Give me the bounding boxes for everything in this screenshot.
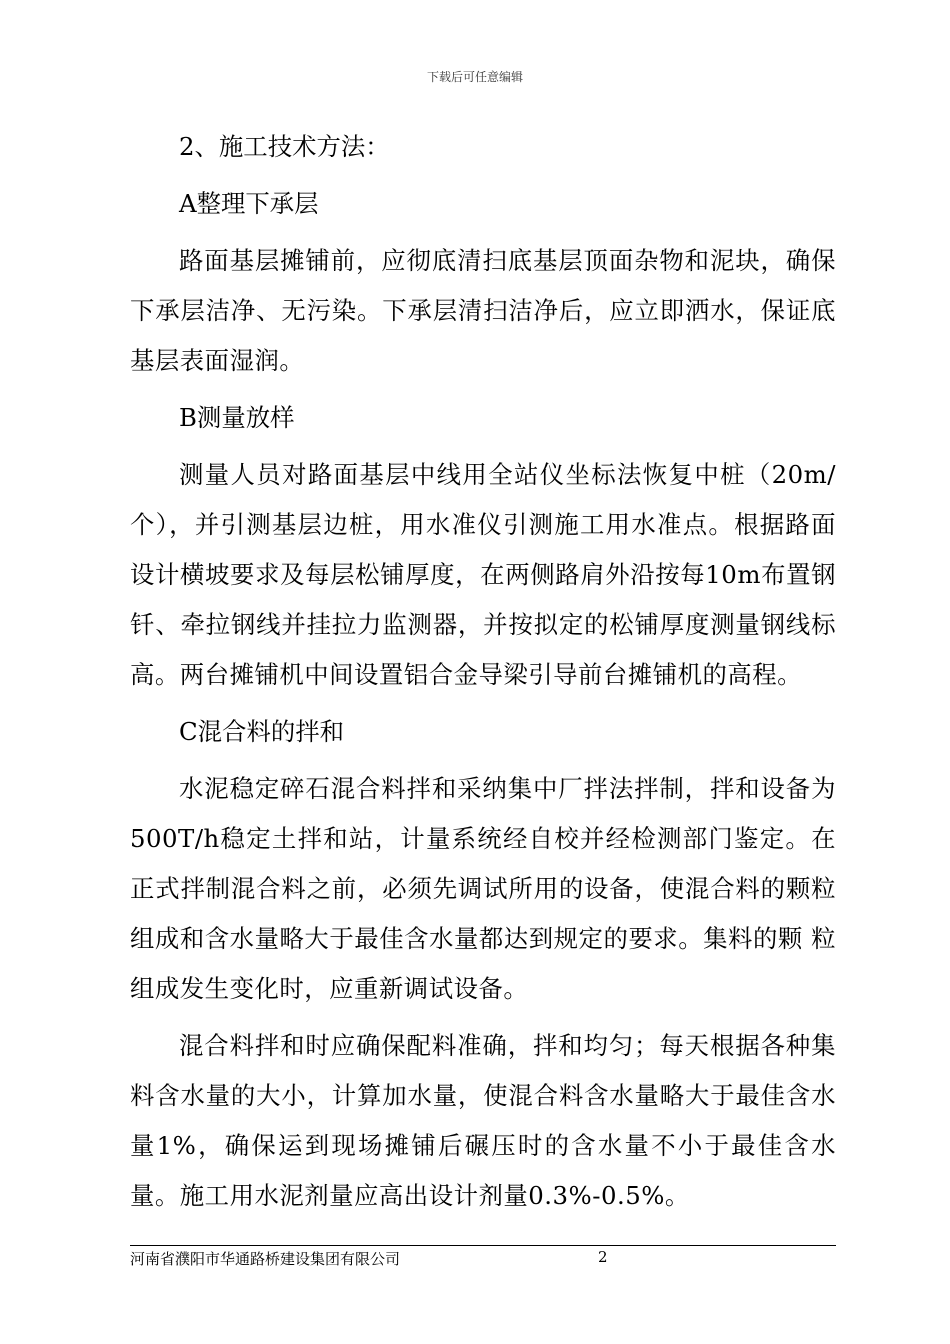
page-number: 2	[598, 1248, 608, 1266]
paragraph-a-1: 路面基层摊铺前，应彻底清扫底基层顶面杂物和泥块，确保下承层洁净、无污染。下承层清扫洁净后，应立即洒水，保证底基层表面湿润。	[130, 246, 836, 375]
paragraph-c-1: 水泥稳定碎石混合料拌和采纳集中厂拌法拌制，拌和设备为500T/h稳定土拌和站，计量系统经自校并经检测部门鉴定。在正式拌制混合料之前，必须先调试所用的设备，使混合料的颗粒组成和含水量略大于最佳含水量都达到规定的要求。集料的颗 粒组成发生变化时，应重新调试设备。	[130, 774, 836, 1003]
footer-divider	[130, 1245, 836, 1246]
subsection-heading-c: C混合料的拌和	[179, 717, 345, 746]
page-footer	[130, 1248, 836, 1272]
subsection-heading-a: A整理下承层	[179, 189, 319, 218]
footer-company: 河南省濮阳市华通路桥建设集团有限公司	[130, 1250, 401, 1268]
document-body	[130, 122, 836, 1228]
header-note: 下载后可任意编辑	[426, 70, 523, 84]
section-title: 2、施工技术方法：	[179, 132, 390, 161]
subsection-heading-b: B测量放样	[179, 403, 295, 432]
paragraph-c-2: 混合料拌和时应确保配料准确，拌和均匀；每天根据各种集料含水量的大小，计算加水量，使混合料含水量略大于最佳含水量1%，确保运到现场摊铺后碾压时的含水量不小于最佳含水量。施工用水泥剂量应高出设计剂量0.3%-0.5%。	[130, 1031, 836, 1210]
paragraph-b-1: 测量人员对路面基层中线用全站仪坐标法恢复中桩（20m/个），并引测基层边桩，用水准仪引测施工用水准点。根据路面设计横坡要求及每层松铺厚度，在两侧路肩外沿按每10m布置钢钎、牵拉钢线并挂拉力监测器，并按拟定的松铺厚度测量钢线标高。两台摊铺机中间设置铝合金导梁引导前台摊铺机的高程。	[130, 460, 836, 689]
